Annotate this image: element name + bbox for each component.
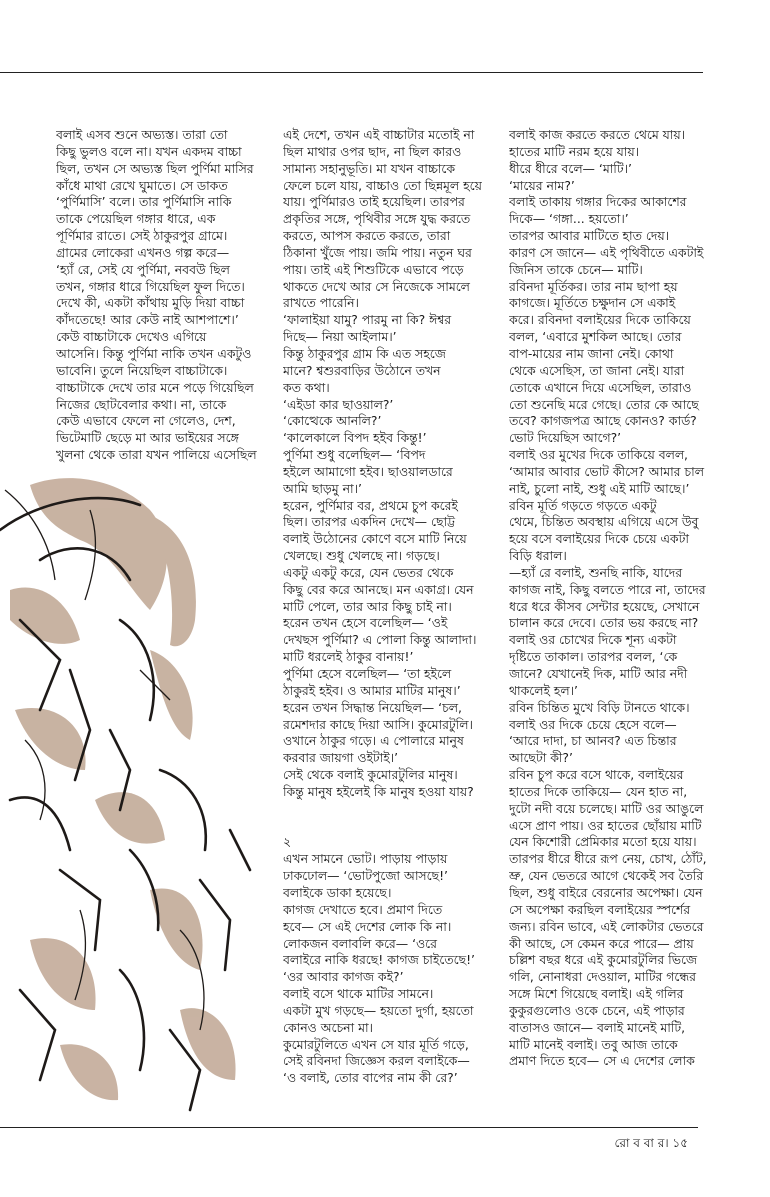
- text-line: যায়। পুর্ণিমারও তাই হয়েছিল। তারপর: [283, 194, 465, 210]
- text-line: দুটো নদী বয়ে চলেছে। মাটি ওর আঙুলে: [509, 800, 704, 816]
- text-line: প্রমাণ দিতে হবে— সে এ দেশের লোক: [509, 1053, 695, 1069]
- text-line: সে অপেক্ষা করছিল বলাইয়ের স্পর্শের: [509, 901, 691, 917]
- text-line: ছিল, শুধু বাইরে বেরনোর অপেক্ষা। যেন: [509, 884, 703, 900]
- text-line: [283, 801, 482, 818]
- text-line: সঙ্গে মিশে গিয়েছে বলাই। এই গলির: [509, 986, 684, 1002]
- text-line: ‘হ্যাঁ রে, সেই যে পুর্ণিমা, নববউ ছিল: [56, 261, 230, 277]
- text-line: আমি ছাড়মু না।’: [283, 480, 362, 496]
- text-line: রমেশদার কাছে দিয়া আসি। কুমোরটুলি।: [283, 716, 473, 732]
- text-line: ‘আমার আবার ভোট কীসে? আমার চাল: [509, 463, 704, 479]
- text-line: বলাই উঠোনের কোণে বসে মাটি নিয়ে: [283, 531, 467, 547]
- text-line: বাপ-মায়ের নাম জানা নেই। কোথা: [509, 345, 674, 361]
- text-line: তো শুনেছি মরে গেছে। তোর কে আছে: [509, 396, 699, 412]
- text-line: সেই থেকে বলাই কুমোরটুলির মানুষ।: [283, 767, 458, 783]
- text-line: কাগজ নাই, কিছু বলতে পারে না, তাদের: [509, 581, 706, 597]
- text-line: ‘মায়ের নাম?’: [509, 177, 575, 193]
- text-line: কাগজে। মূর্তিতে চক্ষুদান সে একাই: [509, 295, 676, 311]
- text-line: রবিন মূর্তি গড়তে গড়তে একটু: [509, 497, 657, 513]
- text-line: ভিটেমাটি ছেড়ে মা আর ভাইয়ের সঙ্গে: [56, 430, 239, 446]
- text-line: তাকে পেয়েছিল গঙ্গার ধারে, এক: [56, 211, 216, 227]
- text-line: দিছে— নিয়া আইলাম।’: [283, 329, 397, 345]
- text-line: ধরে ধরে কীসব সেন্টার হয়েছে, সেখানে: [509, 598, 700, 614]
- column-1: [56, 127, 257, 464]
- text-line: দেখে কী, একটা কাঁথায় মুড়ি দিয়া বাচ্চা: [56, 295, 245, 311]
- text-line: বলাইকে ডাকা হয়েছে।: [283, 884, 392, 900]
- text-line: কেউ বাচ্চাটাকে দেখেও এগিয়ে: [56, 329, 207, 345]
- text-line: ‘আরে দাদা, চা আনব? এত চিন্তার: [509, 733, 677, 749]
- text-line: তোকে এখানে দিয়ে এসেছিল, তারাও: [509, 379, 692, 395]
- text-line: ভাবেনি। তুলে নিয়েছিল বাচ্চাটাকে।: [56, 362, 228, 378]
- text-line: কাগজ দেখাতে হবে। প্রমাণ দিতে: [283, 901, 443, 917]
- column-2: [283, 127, 482, 1087]
- text-line: ‘পুর্ণিমাসি’ বলে। তার পুর্ণিমাসি নাকি: [56, 194, 232, 210]
- text-line: মাটি পেলে, তার আর কিছু চাই না।: [283, 598, 452, 614]
- text-line: এখন সামনে ভোট। পাড়ায় পাড়ায়: [283, 851, 448, 867]
- text-line: —হ্যাঁ রে বলাই, শুনছি নাকি, যাদের: [509, 564, 683, 580]
- text-line: সামান্য সহানুভূতি। মা যখন বাচ্চাকে: [283, 160, 455, 176]
- text-line: থেমে, চিন্তিত অবস্থায় এগিয়ে এসে উবু: [509, 514, 699, 530]
- top-rule: [0, 72, 703, 73]
- text-line: মাটি ধরলেই ঠাকুর বানায়!’: [283, 649, 414, 665]
- text-line: হবে— সে এই দেশের লোক কি না।: [283, 918, 452, 934]
- text-line: নাই, চুলো নাই, শুধু এই মাটি আছে।’: [509, 480, 690, 496]
- text-line: কারণ সে জানে— এই পৃথিবীতে একটাই: [509, 244, 704, 260]
- text-line: থেকে এসেছিস, তা জানা নেই। যারা: [509, 362, 685, 378]
- text-line: দিকে— ‘গঙ্গা... হয়তো।’: [509, 211, 629, 227]
- text-line: হরেন তখন সিদ্ধান্ত নিয়েছিল— ‘চল,: [283, 699, 462, 715]
- text-line: আছেটা কী?’: [509, 750, 573, 766]
- text-line: ঢাকঢোল— ‘ভোটপুজো আসছে!’: [283, 868, 448, 884]
- text-line: ফেলে চলে যায়, বাচ্চাও তো ছিন্নমূল হয়ে: [283, 177, 482, 193]
- text-line: হয়ে বসে বলাইয়ের দিকে চেয়ে একটা: [509, 531, 689, 547]
- text-line: বলাই তাকায় গঙ্গার দিকের আকাশের: [509, 194, 687, 210]
- text-line: ভ্রু, যেন ভেতরে আগে থেকেই সব তৈরি: [509, 868, 704, 884]
- text-line: কিছু ভুলও বলে না। যখন একদম বাচ্চা: [56, 143, 242, 159]
- text-line: থাকলেই হল।’: [509, 682, 578, 698]
- text-line: কোনও অচেনা মা।: [283, 1019, 373, 1035]
- text-line: পায়। তাই এই শিশুটিকে এভাবে পড়ে: [283, 261, 464, 277]
- text-line: বলল, ‘এবারে মুশকিল আছে। তোর: [509, 329, 682, 345]
- text-line: ওখানে ঠাকুর গড়ে। এ পোলারে মানুষ: [283, 733, 464, 749]
- text-line: সেই রবিনদা জিজ্ঞেস করল বলাইকে—: [283, 1053, 470, 1069]
- text-line: ‘কোত্থেকে আনলি?’: [283, 413, 382, 429]
- text-line: বাতাসও জানে— বলাই মানেই মাটি,: [509, 1019, 686, 1035]
- text-line: লোকজন বলাবলি করে— ‘ওরে: [283, 935, 437, 951]
- text-line: একটু একটু করে, যেন ভেতর থেকে: [283, 564, 454, 580]
- text-line: দেখছস পুর্ণিমা? এ পোলা কিন্তু আলাদা।: [283, 632, 477, 648]
- sketch-illustration: [0, 470, 258, 1118]
- text-line: জানে? যেখানেই দিক, মাটি আর নদী: [509, 666, 688, 681]
- text-line: মানে? শ্বশুরবাড়ির উঠোনে তখন: [283, 362, 441, 378]
- text-line: জিনিস তাকে চেনে— মাটি।: [509, 261, 643, 277]
- text-line: ছিল, তখন সে অভ্যস্ত ছিল পুর্ণিমা মাসির: [56, 160, 254, 176]
- text-line: চল্লিশ বছর ধরে এই কুমোরটুলির ভিজে: [509, 952, 698, 968]
- text-line: প্রকৃতির সঙ্গে, পৃথিবীর সঙ্গে যুদ্ধ করতে: [283, 211, 471, 227]
- text-line: খেলছে। শুধু খেলছে না। গড়ছে।: [283, 548, 440, 564]
- text-line: কিন্তু ঠাকুরপুর গ্রাম কি এত সহজে: [283, 345, 446, 361]
- text-line: [283, 818, 482, 835]
- text-line: তবে? কাগজপত্র আছে কোনও? কার্ড?: [509, 413, 697, 429]
- text-line: হরেন, পুর্ণিমার বর, প্রথমে চুপ করেই: [283, 497, 458, 513]
- text-line: বলাই এসব শুনে অভ্যস্ত। তারা তো: [56, 127, 228, 142]
- text-line: হরেন তখন হেসে বলেছিল— ‘ওই: [283, 615, 448, 631]
- text-line: কাঁধে মাথা রেখে ঘুমাতে। সে ডাকত: [56, 177, 228, 193]
- text-line: আসেনি। কিন্তু পুর্ণিমা নাকি তখন একটুও: [56, 345, 252, 361]
- text-line: কিন্তু মানুষ হইলেই কি মানুষ হওয়া যায়?: [283, 783, 474, 799]
- text-line: ২: [283, 834, 292, 850]
- text-line: এসে প্রাণ পায়। ওর হাতের ছোঁয়ায় মাটি: [509, 817, 702, 833]
- text-line: রাখতে পারেনি।: [283, 295, 359, 311]
- text-line: কুমোরটুলিতে এখন সে যার মূর্তি গড়ে,: [283, 1036, 469, 1052]
- text-line: কী আছে, সে কেমন করে পারে— প্রায়: [509, 935, 694, 951]
- text-line: কুকুরগুলোও ওকে চেনে, এই পাড়ার: [509, 1002, 685, 1018]
- text-line: বলাই ওর চোখের দিকে শূন্য একটা: [509, 632, 677, 648]
- text-line: রবিন চিন্তিত মুখে বিড়ি টানতে থাকে।: [509, 699, 690, 715]
- column-3: [509, 127, 707, 1070]
- bottom-rule: [0, 1127, 698, 1128]
- text-line: পুর্ণিমা হেসে বলেছিল— ‘তা হইলে: [283, 666, 452, 681]
- text-line: গ্রামের লোকেরা এখনও গল্প করে—: [56, 244, 230, 260]
- text-line: গলি, নোনাধরা দেওয়াল, মাটির গন্ধের: [509, 969, 696, 985]
- text-line: ‘কালেকালে বিপদ হইব কিন্তু!’: [283, 430, 427, 446]
- text-line: ছিল মাথার ওপর ছাদ, না ছিল কারও: [283, 143, 462, 159]
- text-line: হাতের দিকে তাকিয়ে— যেন হাত না,: [509, 783, 688, 799]
- text-line: মাটি মানেই বলাই। তবু আজ তাকে: [509, 1036, 678, 1052]
- text-line: কাঁদতেছে! আর কেউ নাই আশপাশে।’: [56, 312, 239, 328]
- text-line: তারপর ধীরে ধীরে রূপ নেয়, চোখ, ঠোঁট,: [509, 851, 707, 867]
- text-line: বলাই ওর মুখের দিকে তাকিয়ে বলল,: [509, 447, 688, 463]
- text-line: বলাই কাজ করতে করতে থেমে যায়।: [509, 127, 686, 142]
- text-line: ঠিকানা খুঁজে পায়। জমি পায়। নতুন ঘর: [283, 244, 472, 260]
- text-line: যেন কিশোরী প্রেমিকার মতো হয়ে যায়।: [509, 834, 697, 850]
- text-line: বাচ্চাটাকে দেখে তার মনে পড়ে গিয়েছিল: [56, 379, 254, 395]
- text-line: ভোট দিয়েছিস আগে?’: [509, 430, 622, 446]
- text-line: ‘ও বলাই, তোর বাপের নাম কী রে?’: [283, 1070, 458, 1086]
- text-line: হইলে আমাগো হইব। ছাওয়ালডারে: [283, 463, 453, 479]
- page-footer: রো ব বা র। ১৫: [614, 1136, 688, 1150]
- text-line: নিজের ছোটবেলার কথা। না, তাকে: [56, 396, 227, 412]
- text-line: পূর্ণিমার রাতে। সেই ঠাকুরপুর গ্রামে।: [56, 228, 228, 244]
- text-line: করবার জায়গা ওইটাই।’: [283, 750, 399, 766]
- text-line: কেউ এভাবে ফেলে না গেলেও, দেশ,: [56, 413, 236, 429]
- text-line: ঠাকুরই হইব। ও আমার মাটির মানুষ।’: [283, 682, 461, 698]
- text-line: তারপর আবার মাটিতে হাত দেয়।: [509, 228, 670, 244]
- text-line: রবিন চুপ করে বসে থাকে, বলাইয়ের: [509, 767, 684, 783]
- text-line: বলাইরে নাকি ধরছে! কাগজ চাইতেছে!’: [283, 952, 475, 968]
- text-line: ‘ওর আবার কাগজ কই?’: [283, 969, 404, 985]
- text-line: বিড়ি ধরাল।: [509, 548, 567, 564]
- text-line: চালান করে দেবে। তোর ভয় করছে না?: [509, 615, 699, 631]
- text-line: জন্য। রবিন ভাবে, এই লোকটার ভেতরে: [509, 918, 704, 934]
- text-line: ধীরে ধীরে বলে— ‘মাটি।’: [509, 160, 632, 176]
- text-line: বলাই বসে থাকে মাটির সামনে।: [283, 986, 434, 1002]
- text-line: থাকতে দেখে আর সে নিজেকে সামলে: [283, 278, 470, 294]
- text-line: একটা মুখ গড়ছে— হয়তো দুর্গা, হয়তো: [283, 1002, 474, 1018]
- text-line: হাতের মাটি নরম হয়ে যায়।: [509, 143, 640, 159]
- text-line: বলাই ওর দিকে চেয়ে হেসে বলে—: [509, 716, 677, 732]
- text-line: ছিল। তারপর একদিন দেখে— ছোট্ট: [283, 514, 455, 530]
- text-line: কত কথা।: [283, 379, 330, 395]
- text-line: পুর্ণিমা শুধু বলেছিল— ‘বিপদ: [283, 447, 426, 463]
- text-line: তখন, গঙ্গার ধারে গিয়েছিল ফুল দিতে।: [56, 278, 245, 294]
- text-line: ‘ফালাইয়া যামু? পারমু না কি? ঈশ্বর: [283, 312, 452, 328]
- text-line: ‘এইডা কার ছাওয়াল?’: [283, 396, 394, 412]
- text-line: করতে, আপস করতে করতে, তারা: [283, 228, 451, 244]
- text-line: দৃষ্টিতে তাকাল। তারপর বলল, ‘কে: [509, 649, 678, 665]
- text-line: খুলনা থেকে তারা যখন পালিয়ে এসেছিল: [56, 447, 257, 463]
- text-line: রবিনদা মূর্তিকর। তার নাম ছাপা হয়: [509, 278, 678, 294]
- text-line: এই দেশে, তখন এই বাচ্চাটার মতোই না: [283, 127, 475, 142]
- text-line: কিছু বের করে আনছে। মন একাগ্র। যেন: [283, 581, 474, 597]
- text-line: করে। রবিনদা বলাইয়ের দিকে তাকিয়ে: [509, 312, 691, 328]
